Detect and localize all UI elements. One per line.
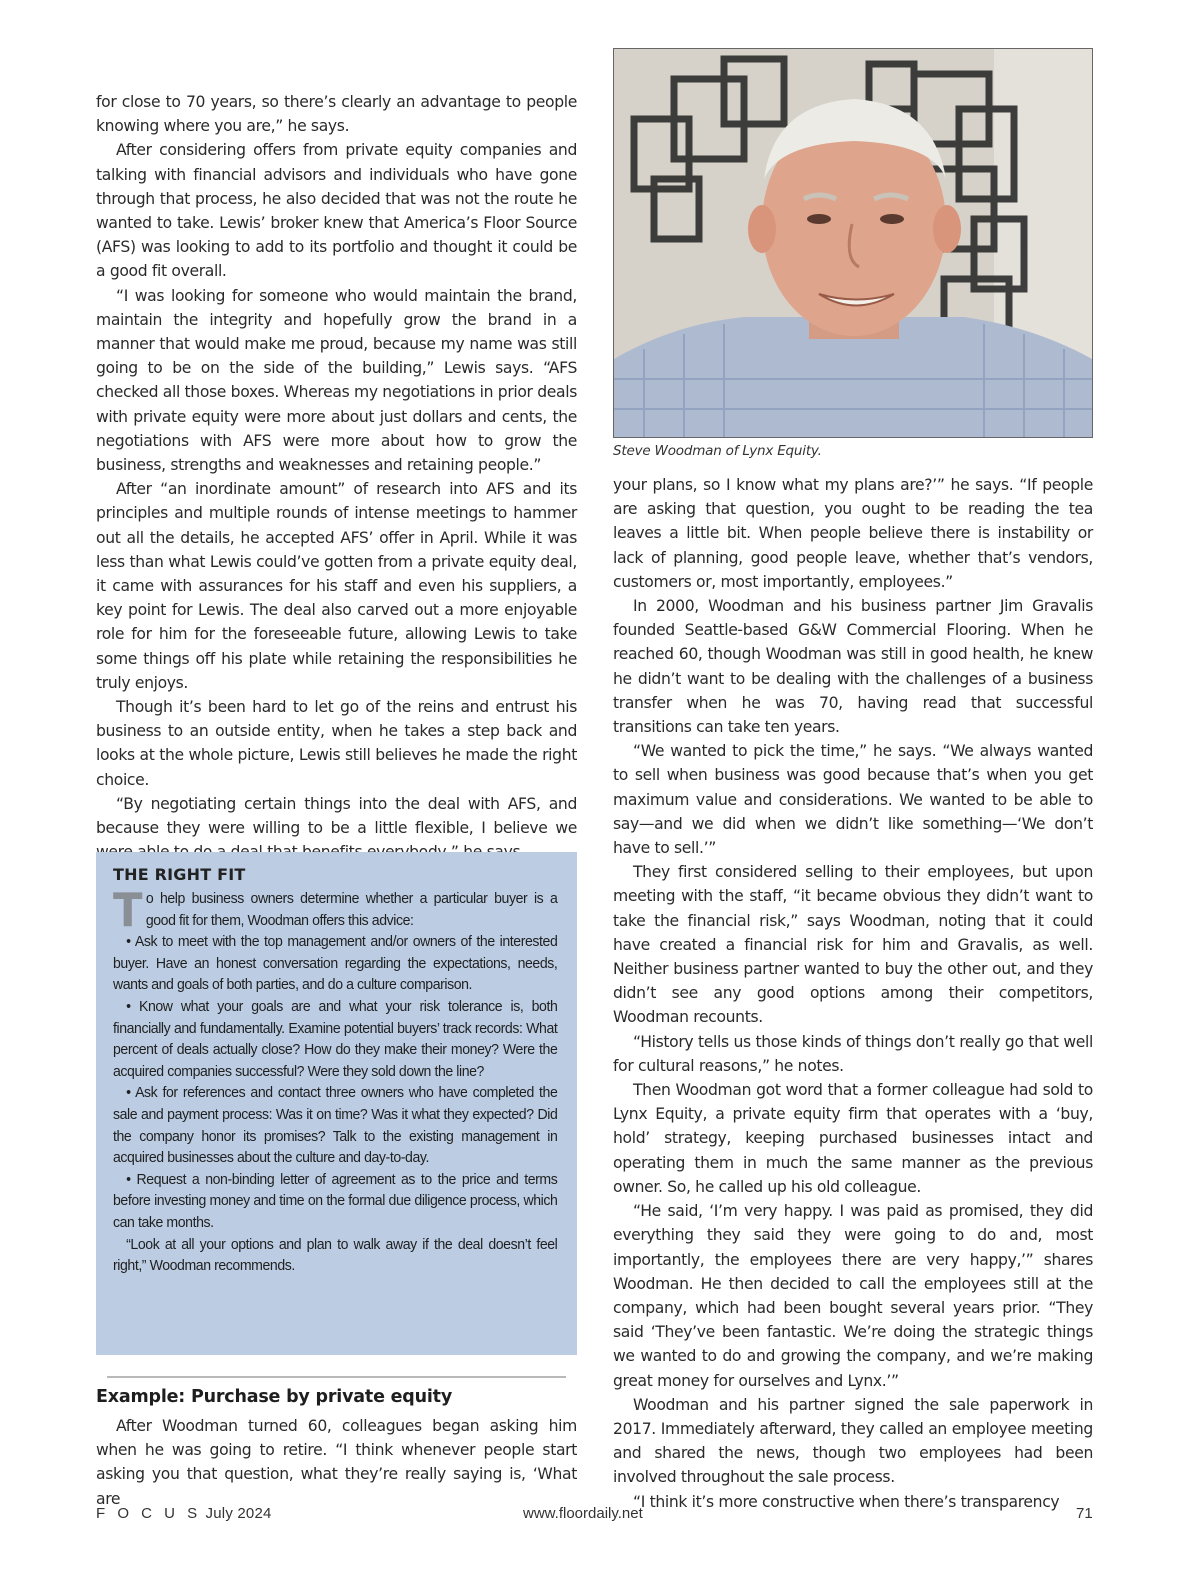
sidebar-intro bbox=[113, 883, 558, 937]
photo-caption: Steve Woodman of Lynx Equity. bbox=[613, 443, 822, 459]
sidebar-bullet: • Ask to meet with the top management and/or owners of the interested buyer. Have an honest conversation regarding the expectations, needs, wants and goals of both parties, and do a culture comparison. bbox=[113, 933, 558, 994]
sidebar-closing: “Look at all your options and plan to walk away if the deal doesn’t feel right,” Woodman recommends. bbox=[113, 1235, 558, 1275]
body-paragraph: In 2000, Woodman and his business partner Jim Gravalis founded Seattle-based G&W Commercial Flooring. When he reached 60, though Woodman was still in good health, he knew he didn’t want to be dealing with the challenges of a business transfer when he was 70, having read that successful transitions can take ten years. bbox=[613, 597, 1093, 737]
left-column-bottom bbox=[96, 1414, 577, 1511]
section-heading: Example: Purchase by private equity bbox=[96, 1387, 453, 1407]
body-paragraph: Though it’s been hard to let go of the reins and entrust his business to an outside entity, when he takes a step back and looks at the whole picture, Lewis still believes he made the right choice. bbox=[96, 698, 577, 789]
body-paragraph: “I think it’s more constructive when there’s transparency bbox=[633, 1492, 1060, 1511]
section-divider bbox=[107, 1376, 566, 1378]
sidebar-intro-text: o help business owners determine whether a particular buyer is a good fit for them, Woodman offers this advice: bbox=[145, 890, 558, 929]
body-paragraph: After “an inordinate amount” of research into AFS and its principles and multiple rounds of intense meetings to hammer out all the details, he accepted AFS’ offer in April. While it was less than what Lewis could’ve gotten from a private equity deal, it came with assurances for his staff and even his suppliers, a key point for Lewis. The deal also carved out a more enjoyable role for him for the foreseeable future, allowing Lewis to take some things off his plate while retaining the responsibilities he truly enjoys. bbox=[96, 480, 577, 692]
drop-cap: T bbox=[113, 883, 143, 937]
body-paragraph: your plans, so I know what my plans are?’” he says. “If people are asking that question, you ought to be reading the tea leaves a little bit. When people believe there is instability or lack of planning, good people leave, whether that’s vendors, customers or, most importantly, employees.” bbox=[613, 476, 1093, 591]
footer-website[interactable]: www.floordaily.net bbox=[523, 1505, 643, 1522]
body-paragraph: “I was looking for someone who would maintain the brand, maintain the integrity and hopefully grow the brand in a manner that would make me proud, because my name was still going to be on the side of the building,” Lewis says. “AFS checked all those boxes. Whereas my negotiations in prior deals with private equity were more about just dollars and cents, the negotiations with AFS were more about how to grow the business, strengths and weaknesses and retaining people.” bbox=[96, 286, 577, 475]
footer-publication bbox=[96, 1505, 272, 1522]
footer-issue: July 2024 bbox=[205, 1505, 272, 1522]
body-paragraph: “By negotiating certain things into the deal with AFS, and because they were willing to be a little flexible, I believe we bbox=[96, 794, 577, 838]
body-paragraph: for close to 70 years, so there’s clearly an advantage to people knowing where you are,” he says. bbox=[96, 93, 577, 136]
sidebar-bullet: • Ask for references and contact three owners who have completed the sale and payment process: Was it on time? Was it what they expected? Did the company honor its promises? Talk to the existing management in acquired businesses about the culture and day-to-day. bbox=[113, 1084, 558, 1167]
sidebar-bullet: • Request a non-binding letter of agreement as to the price and terms before investing money and time on the formal due diligence process, which can take months. bbox=[113, 1170, 558, 1231]
sidebar-box bbox=[96, 852, 577, 1355]
right-column bbox=[613, 473, 1093, 1514]
left-column bbox=[96, 90, 577, 865]
portrait-illustration bbox=[614, 49, 1092, 437]
body-paragraph: After Woodman turned 60, colleagues began asking him when he was going to retire. “I think whenever people start asking you that question, what they’re really saying is, ‘What are bbox=[96, 1417, 577, 1508]
body-paragraph: After considering offers from private equity companies and talking with financial advisors and individuals who have gone through that process, he also decided that was not the route he wanted to take. Lewis’ broker knew that America’s Floor Source (AFS) was looking to add to its portfolio and thought it could be a good fit overall. bbox=[96, 141, 577, 281]
body-paragraph: “He said, ‘I’m very happy. I was paid as promised, they did everything they said they were going to do and, most importantly, the employees there are very happy,’” shares Woodman. He then decided to call the employees still at the company, which had been bought several years prior. “They said ‘They’ve been fantastic. We’re doing the strategic things we wanted to do and growing the company, and we’re making great money for ourselves and Lynx.’” bbox=[613, 1202, 1093, 1390]
sidebar-title: THE RIGHT FIT bbox=[113, 865, 246, 884]
sidebar-bullet: • Know what your goals are and what your risk tolerance is, both financially and fundamentally. Examine potential buyers’ track records: What percent of deals actually close? How do they make their money? Were the acquired companies successful? Were they sold down the line? bbox=[113, 997, 558, 1080]
body-paragraph: “History tells us those kinds of things don’t really go that well for cultural reasons,” he notes. bbox=[613, 1032, 1093, 1075]
body-paragraph: Woodman and his partner signed the sale paperwork in 2017. Immediately afterward, they called an employee meeting and shared the news, though two employees had been involved throughout the sale process. bbox=[613, 1395, 1093, 1487]
page-number: 71 bbox=[1076, 1505, 1093, 1522]
body-paragraph: “We wanted to pick the time,” he says. “We always wanted to sell when business was good because that’s when you get maximum value and considerations. We wanted to be able to say—and we did when we didn’t like something—‘We don’t have to sell.’” bbox=[613, 742, 1093, 858]
body-paragraph: Then Woodman got word that a former colleague had sold to Lynx Equity, a private equity firm that operates with a ‘buy, hold’ strategy, keeping purchased businesses intact and operating them in much the same manner as the previous owner. So, he called up his old colleague. bbox=[613, 1081, 1093, 1196]
body-paragraph: They first considered selling to their employees, but upon meeting with the staff, “it became obvious they didn’t want to take the financial risk,” says Woodman, noting that it could have created a financial risk for him and Gravalis, as well. Neither business partner wanted to buy the other out, and they didn’t see any good options among their competitors, Woodman recounts. bbox=[613, 863, 1093, 1027]
portrait-photo bbox=[613, 48, 1093, 438]
footer-brand: F O C U S bbox=[96, 1505, 202, 1522]
